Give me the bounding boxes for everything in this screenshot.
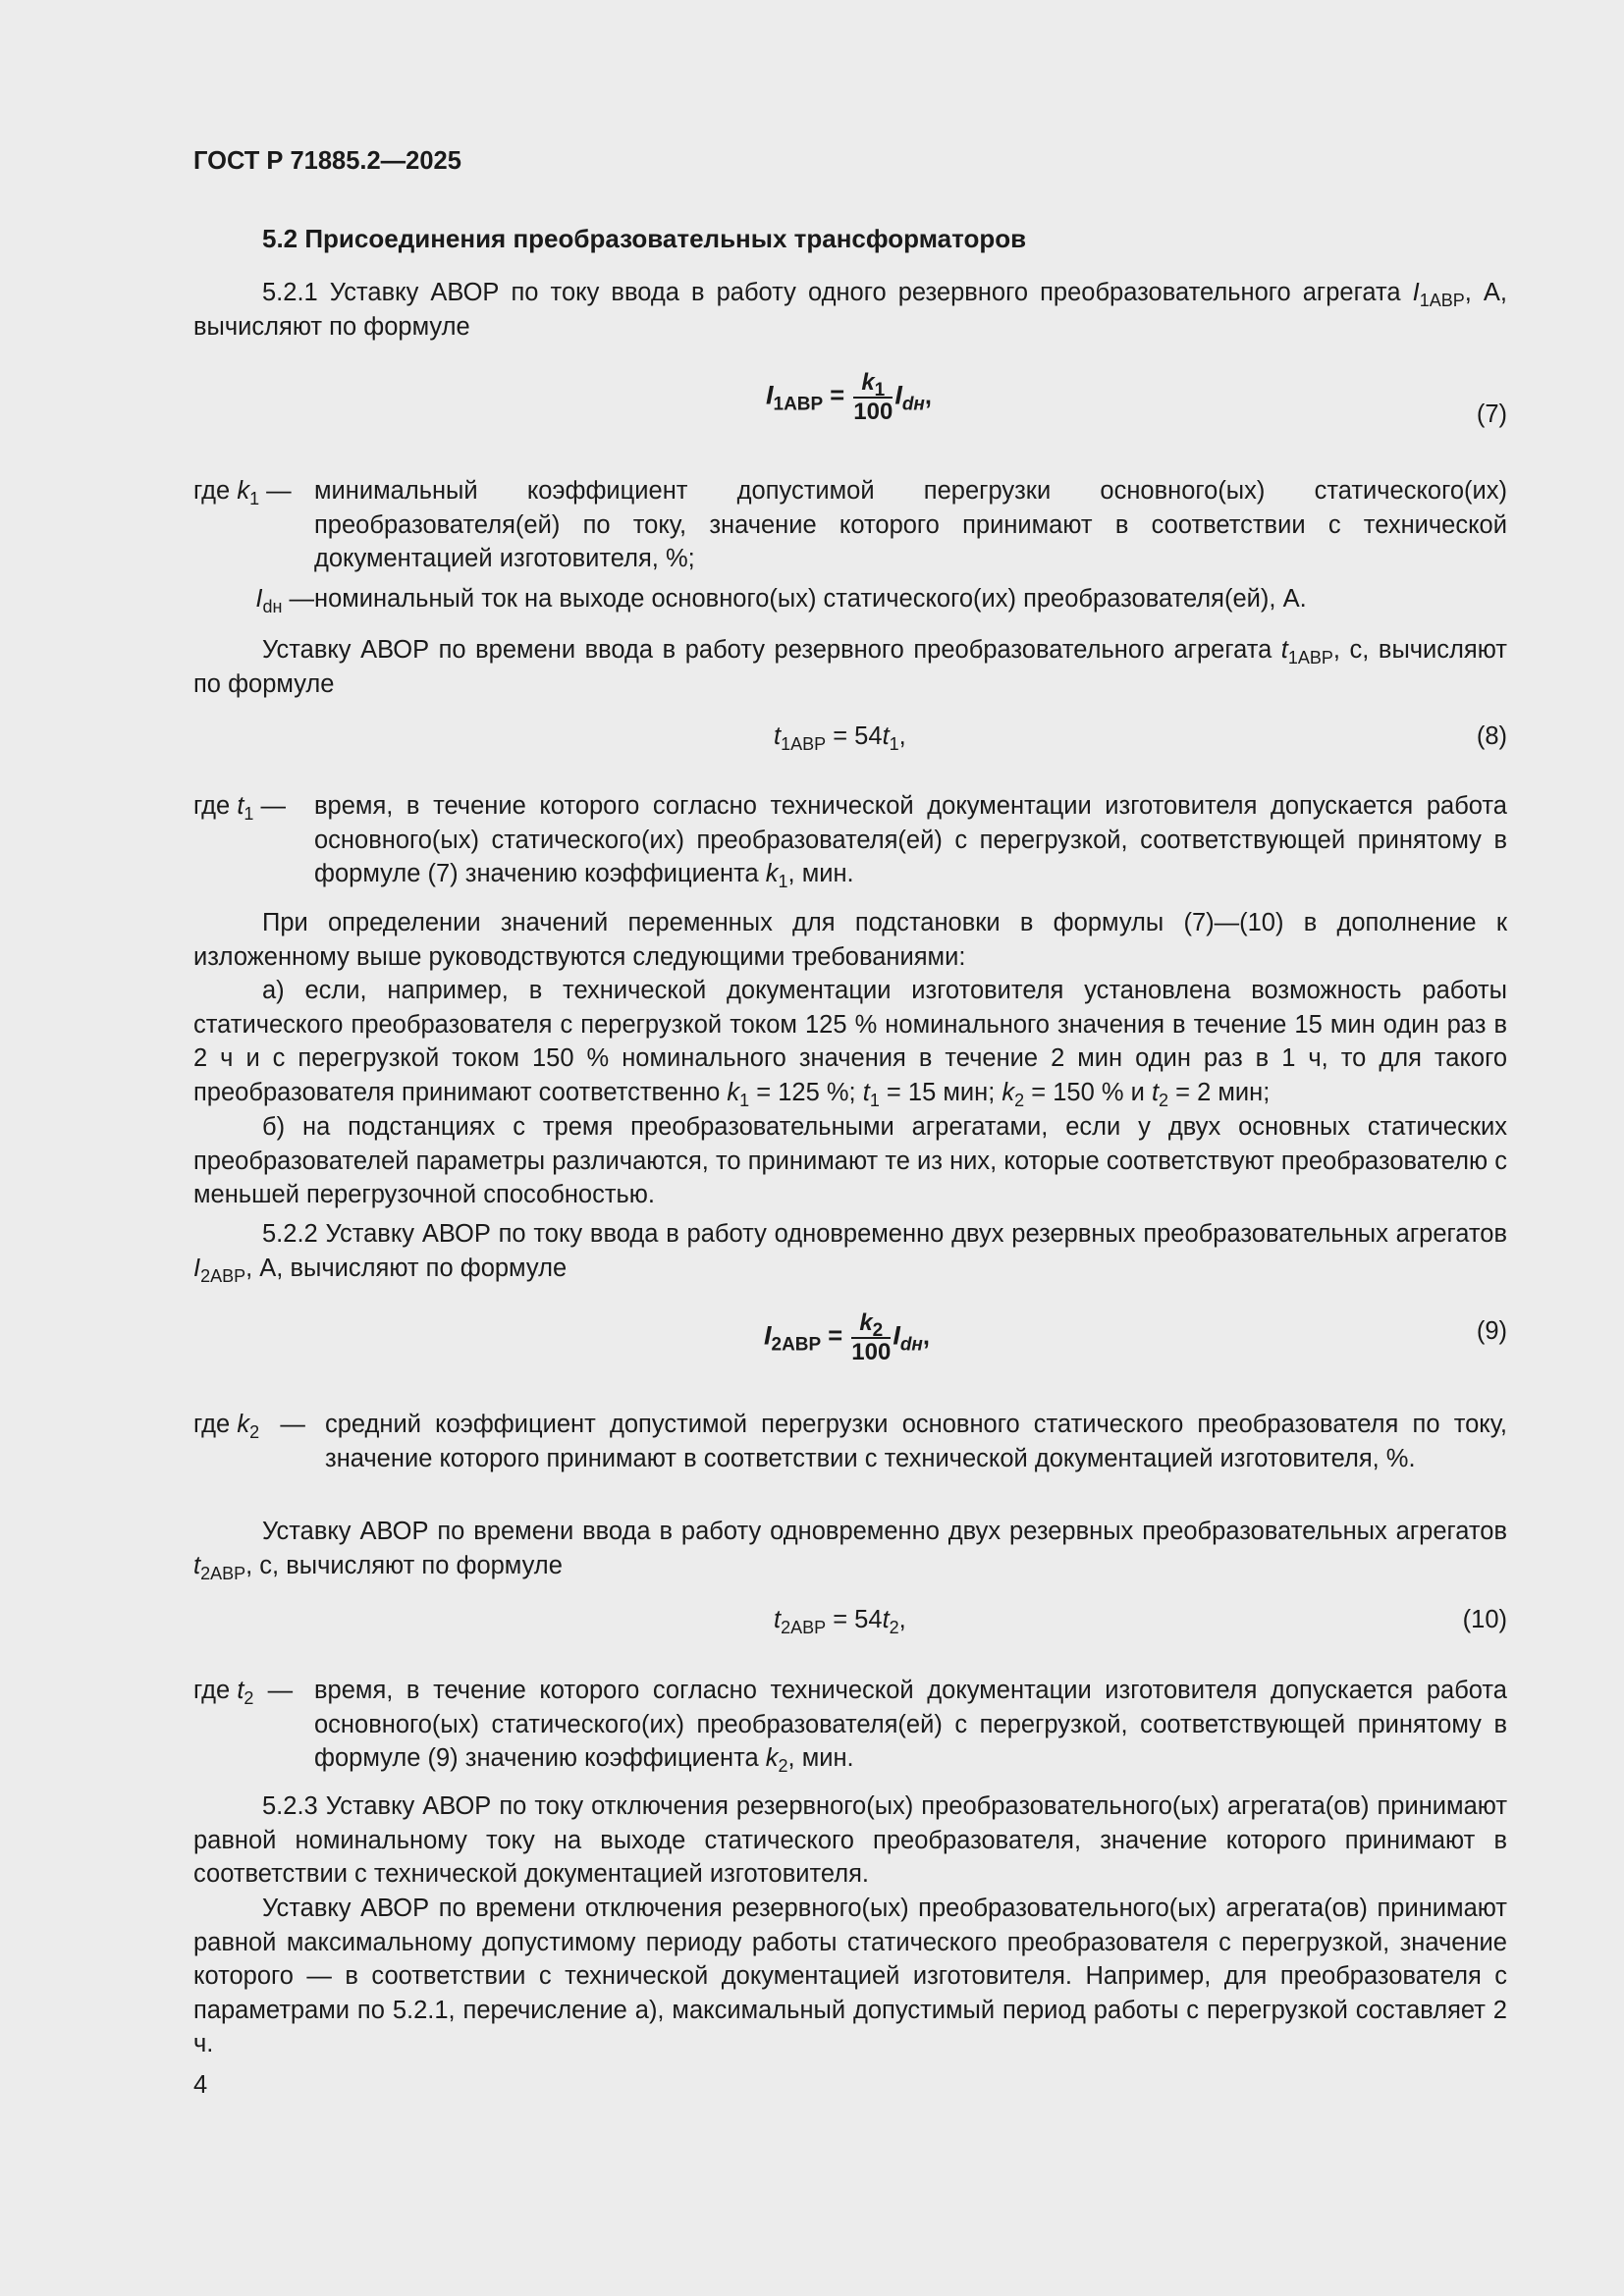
where-k1 — [193, 474, 1507, 576]
definition-text: , мин. — [787, 1744, 854, 1772]
page-number: 4 — [193, 2071, 208, 2099]
where-t1 — [193, 789, 1507, 891]
symbol: I — [193, 1254, 201, 1282]
text: Уставку АВОР по времени ввода в работу резервного преобразовательного агрегата — [262, 636, 1281, 664]
fraction — [851, 1309, 891, 1366]
formula-middle: = 54 — [826, 722, 883, 750]
where-idn — [193, 582, 1507, 616]
paragraph-5-2-3: 5.2.3 Уставку АВОР по току отключения резервного(ых) преобразовательного(ых) агрегата(ов) принимают равной номинальному току на выходе статического преобразователя, значение которого принимают в соответствии с технической документацией изготовителя. — [193, 1792, 1507, 1888]
formula-symbol: I — [893, 1320, 900, 1351]
formula-subscript: dн — [899, 1334, 923, 1356]
symbol: k — [727, 1078, 740, 1106]
numerator-symbol: k — [861, 369, 875, 396]
paragraph-5-2-1 — [193, 276, 1507, 344]
text: а) если, например, в технической документации изготовителя установлена возможность работы статического преобразователя с перегрузкой током 125 % номинального значения в течение 15 мин один раз в 2 ч и с перегрузкой током 150 % номинального значения в течение 2 мин один раз в 1 ч, то для такого преобразователя принимают соответственно — [193, 977, 1507, 1106]
subscript: 2 — [249, 1422, 260, 1442]
list-item-b: б) на подстанциях с тремя преобразовательными агрегатами, если у двух основных статических преобразователей параметры различаются, то принимают те из них, которые соответствуют преобразователю с меньшей перегрузочной способностью. — [193, 1113, 1507, 1208]
text: 5.2.2 Уставку АВОР по току ввода в работу одновременно двух резервных преобразовательных агрегатов — [262, 1220, 1507, 1248]
subscript: 1 — [869, 1090, 880, 1110]
equals: = — [821, 1322, 850, 1351]
symbol: t — [237, 792, 244, 820]
comma: , — [898, 1606, 906, 1633]
subscript: 2 — [778, 1756, 788, 1776]
symbol: k — [1001, 1078, 1015, 1106]
numerator-subscript: 1 — [874, 380, 886, 400]
subscript: 1 — [778, 872, 788, 891]
denominator: 100 — [851, 1339, 892, 1365]
dash: — — [253, 1677, 294, 1704]
subscript: 2 — [1014, 1090, 1025, 1110]
symbol: k — [237, 477, 250, 505]
symbol: k — [765, 860, 779, 887]
paragraph-5-2-2 — [193, 1217, 1507, 1285]
formula-symbol: t — [882, 722, 890, 750]
formula-number-8: (8) — [1476, 722, 1507, 750]
paragraph-requirements: При определении значений переменных для подстановки в формулы (7)—(10) в дополнение к изложенному выше руководствуются следующими требованиями: — [193, 909, 1507, 971]
comma: , — [898, 722, 906, 750]
subscript: 1 — [739, 1090, 750, 1110]
dash: — — [282, 585, 314, 613]
subscript: 2 — [1159, 1090, 1169, 1110]
definition-text: время, в течение которого согласно технической документации изготовителя допускается работа основного(ых) статического(их) преобразователя(ей) с перегрузкой, соответствующей принятому в формуле (7) значению коэффициента — [314, 792, 1507, 887]
subscript: 2АВР — [200, 1563, 246, 1583]
formula-subscript: 2АВР — [781, 1618, 827, 1637]
symbol: t — [237, 1677, 244, 1704]
value: = 15 мин; — [879, 1078, 1002, 1106]
formula-symbol: I — [764, 1320, 772, 1351]
symbol: t — [862, 1078, 870, 1106]
symbol: I — [255, 585, 263, 613]
paragraph-t1avr — [193, 633, 1507, 701]
equals: = — [823, 382, 852, 410]
subscript: 1 — [249, 489, 260, 508]
text: , с, вычисляют по формуле — [245, 1551, 563, 1579]
where-label: где — [193, 1677, 238, 1704]
symbol: t — [1151, 1078, 1160, 1106]
formula-subscript: 2АВР — [771, 1334, 822, 1356]
formula-number-9: (9) — [1476, 1317, 1507, 1345]
text: 5.2.1 Уставку АВОР по току ввода в работу одного резервного преобразовательного агрегата — [262, 279, 1401, 306]
subscript: 1АВР — [1419, 291, 1465, 310]
formula-8 — [774, 722, 906, 754]
formula-subscript: 1АВР — [781, 734, 827, 754]
text: , с, вычисляют по формуле — [193, 636, 1507, 698]
symbol: t — [193, 1551, 201, 1579]
section-title: 5.2 Присоединения преобразовательных трансформаторов — [262, 224, 1027, 253]
formula-subscript: dн — [901, 394, 925, 415]
text: , А, вычисляют по формуле — [193, 279, 1507, 341]
formula-number-10: (10) — [1462, 1606, 1507, 1633]
paragraph-t2avr — [193, 1515, 1507, 1582]
definition-text: минимальный коэффициент допустимой перегрузки основного(ых) статического(их) преобразователя(ей) по току, значение которого принимают в соответствии с технической документацией изготовителя, %; — [314, 477, 1507, 572]
value: = 150 % и — [1024, 1078, 1152, 1106]
dash: — — [259, 477, 292, 505]
formula-9 — [764, 1309, 930, 1366]
formula-symbol: t — [774, 722, 782, 750]
formula-symbol: t — [774, 1606, 782, 1633]
where-label: где — [193, 1411, 238, 1438]
fraction — [853, 369, 893, 426]
where-k2 — [193, 1408, 1507, 1475]
symbol: t — [1280, 636, 1288, 664]
definition-text: , мин. — [787, 860, 854, 887]
subscript: 1АВР — [1287, 648, 1333, 667]
definition-text: время, в течение которого согласно технической документации изготовителя допускается работа основного(ых) статического(их) преобразователя(ей) с перегрузкой, соответствующей принятому в формуле (9) значению коэффициента — [314, 1677, 1507, 1772]
formula-subscript: 1 — [889, 734, 899, 754]
subscript: dн — [262, 597, 283, 616]
value: = 2 мин; — [1168, 1078, 1271, 1106]
where-t2 — [193, 1674, 1507, 1776]
formula-symbol: I — [894, 380, 902, 410]
where-label: где — [193, 792, 238, 820]
document-header: ГОСТ Р 71885.2—2025 — [193, 147, 461, 175]
formula-subscript: 2 — [889, 1618, 899, 1637]
formula-symbol: t — [882, 1606, 890, 1633]
symbol: k — [765, 1744, 779, 1772]
list-item-a — [193, 974, 1507, 1109]
paragraph-last: Уставку АВОР по времени отключения резервного(ых) преобразовательного(ых) агрегата(ов) принимают равной максимальному допустимому периоду работы статического преобразователя с перегрузкой, значение которого — в соответствии с технической документацией изготовителя. Например, для преобразователя с параметрами по 5.2.1, перечисление а), максимальный допустимый период работы с перегрузкой составляет 2 ч. — [193, 1895, 1507, 2057]
subscript: 2АВР — [200, 1265, 246, 1286]
subscript: 1 — [244, 804, 254, 824]
formula-7 — [766, 369, 932, 426]
where-label: где — [193, 477, 238, 505]
numerator-symbol: k — [859, 1309, 873, 1336]
symbol: I — [1412, 279, 1420, 306]
definition-text: номинальный ток на выходе основного(ых) статического(их) преобразователя(ей), А. — [314, 585, 1307, 613]
value: = 125 %; — [749, 1078, 863, 1106]
formula-symbol: I — [766, 380, 774, 410]
subscript: 2 — [244, 1688, 254, 1708]
text: , А, вычисляют по формуле — [245, 1254, 568, 1282]
formula-subscript: 1АВР — [773, 394, 824, 415]
dash: — — [259, 1411, 305, 1438]
denominator: 100 — [853, 399, 893, 425]
dash: — — [253, 792, 287, 820]
formula-number-7: (7) — [1476, 400, 1507, 428]
formula-middle: = 54 — [826, 1606, 883, 1633]
comma: , — [922, 1322, 931, 1351]
symbol: k — [237, 1411, 250, 1438]
numerator-subscript: 2 — [872, 1320, 884, 1341]
definition-text: средний коэффициент допустимой перегрузки основного статического преобразователя по току, значение которого принимают в соответствии с технической документацией изготовителя, %. — [325, 1411, 1507, 1472]
text: Уставку АВОР по времени ввода в работу одновременно двух резервных преобразовательных агрегатов — [262, 1518, 1507, 1545]
comma: , — [924, 382, 933, 410]
formula-10 — [774, 1606, 906, 1637]
